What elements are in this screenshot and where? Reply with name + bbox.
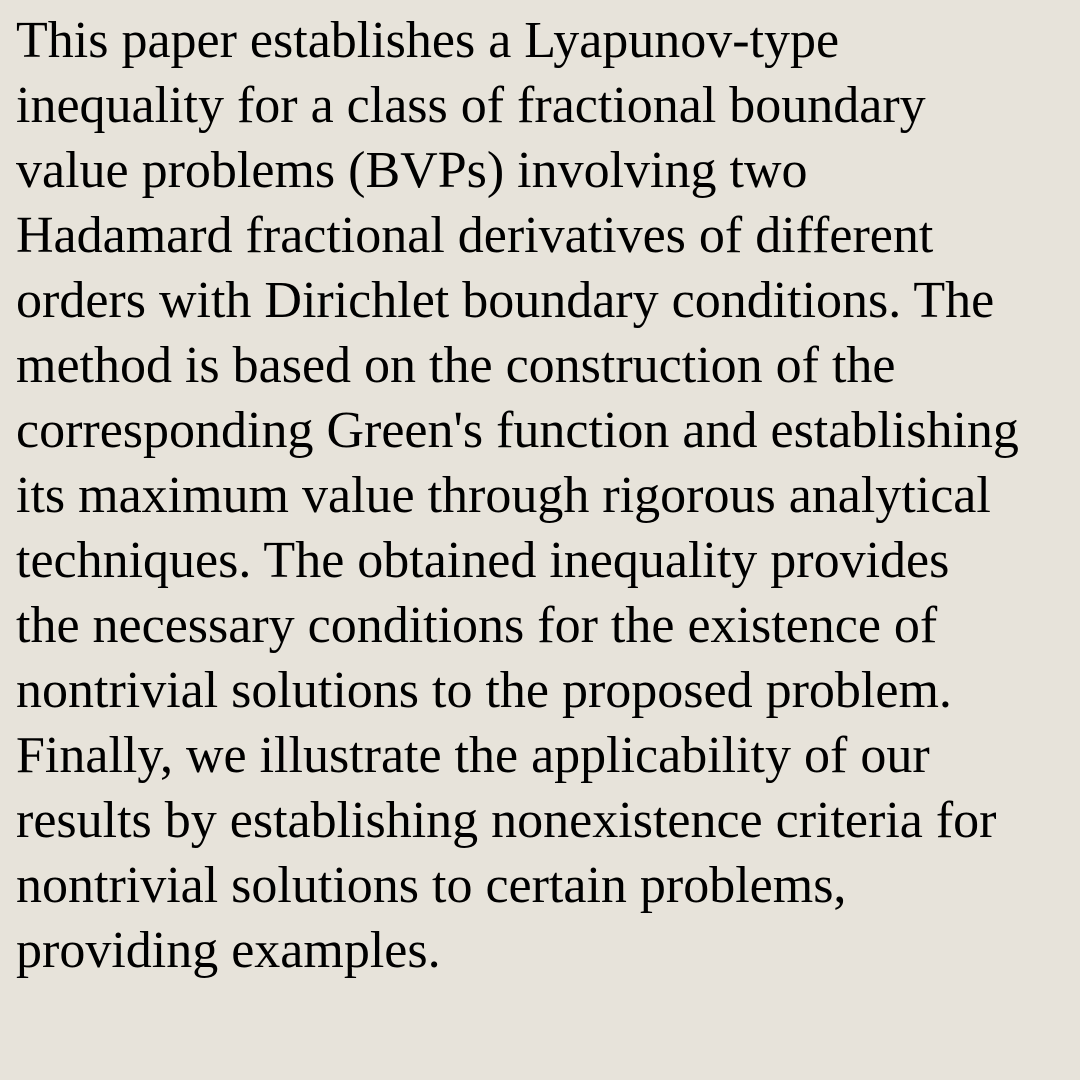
- abstract-line: orders with Dirichlet boundary conditions. The: [16, 272, 995, 329]
- abstract-line: Finally, we illustrate the applicability of our: [16, 727, 930, 784]
- abstract-line: Hadamard fractional derivatives of different: [16, 207, 934, 264]
- abstract-line: nontrivial solutions to the proposed problem.: [16, 662, 952, 719]
- abstract-line: method is based on the construction of the: [16, 337, 896, 394]
- abstract-line: inequality for a class of fractional boundary: [16, 77, 926, 134]
- abstract-paragraph: [16, 8, 1064, 983]
- abstract-line: This paper establishes a Lyapunov-type: [16, 12, 840, 69]
- abstract-line: nontrivial solutions to certain problems,: [16, 857, 847, 914]
- abstract-line: its maximum value through rigorous analytical: [16, 467, 991, 524]
- abstract-line: techniques. The obtained inequality provides: [16, 532, 950, 589]
- abstract-line: results by establishing nonexistence criteria for: [16, 792, 997, 849]
- abstract-line: value problems (BVPs) involving two: [16, 142, 808, 199]
- abstract-line: the necessary conditions for the existence of: [16, 597, 938, 654]
- abstract-line: corresponding Green's function and establishing: [16, 402, 1019, 459]
- abstract-line: providing examples.: [16, 922, 441, 979]
